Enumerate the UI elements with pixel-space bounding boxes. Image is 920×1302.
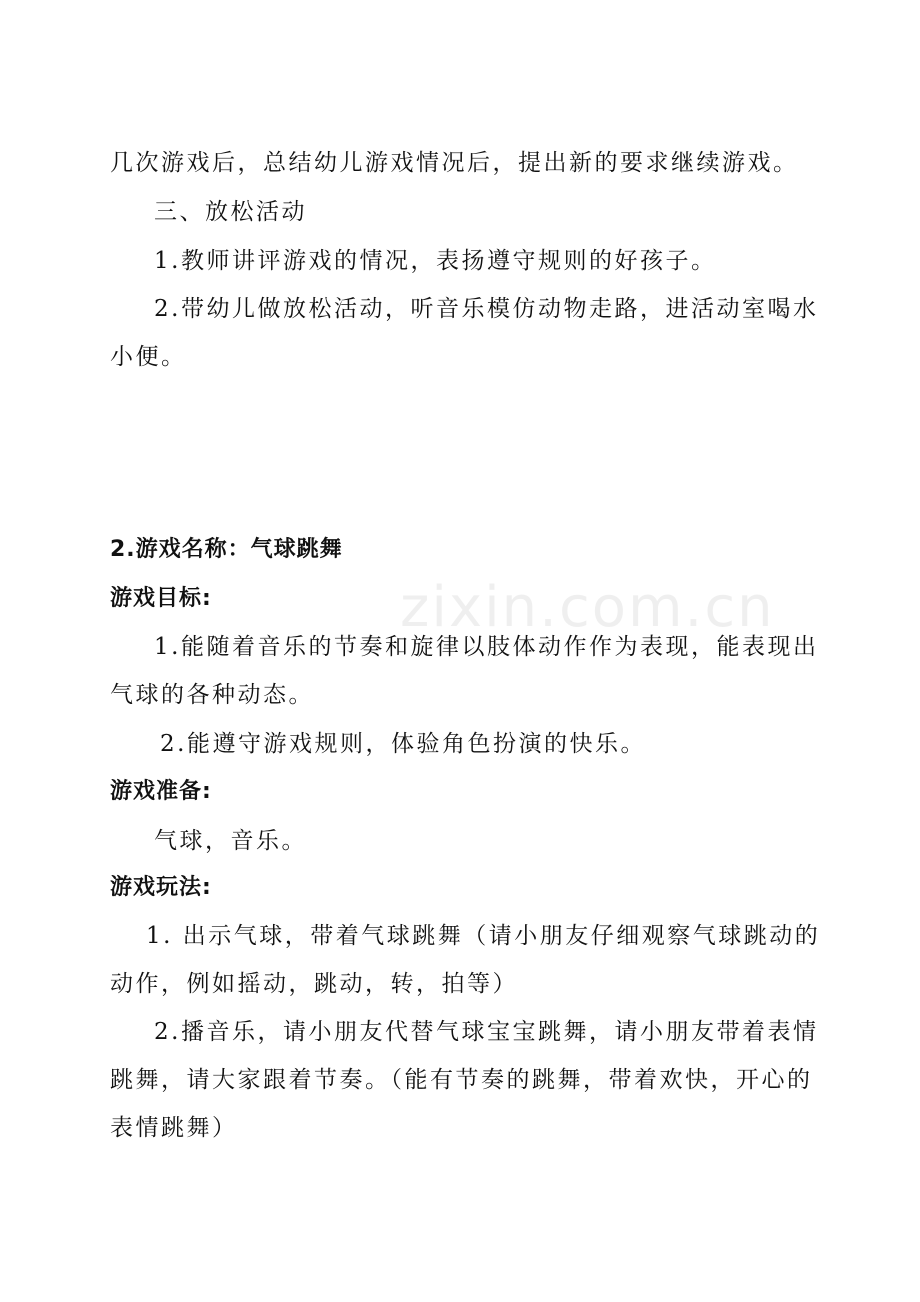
play-item-1-line-2: 动作，例如摇动，跳动，转，拍等） bbox=[110, 971, 518, 997]
paragraph-continuation: 几次游戏后，总结幼儿游戏情况后，提出新的要求继续游戏。 bbox=[110, 150, 799, 176]
goal-item-1-line-1: 1.能随着音乐的节奏和旋律以肢体动作作为表现，能表现出 bbox=[154, 634, 819, 660]
prep-text: 气球，音乐。 bbox=[154, 828, 307, 854]
watermark: zixin.com.cn bbox=[400, 575, 775, 640]
play-item-2-line-3: 表情跳舞） bbox=[110, 1115, 238, 1141]
goal-item-1-line-2: 气球的各种动态。 bbox=[110, 682, 314, 708]
play-item-2-line-2: 跳舞，请大家跟着节奏。（能有节奏的跳舞，带着欢快，开心的 bbox=[110, 1067, 813, 1093]
play-item-1-line-1: 1. 出示气球，带着气球跳舞（请小朋友仔细观察气球跳动的 bbox=[146, 923, 821, 949]
game-title: 2.游戏名称：气球跳舞 bbox=[110, 537, 343, 562]
relax-item-2-line-1: 2.带幼儿做放松活动，听音乐模仿动物走路，进活动室喝水 bbox=[154, 296, 819, 322]
play-label: 游戏玩法: bbox=[110, 875, 212, 900]
relax-item-1: 1.教师讲评游戏的情况，表扬遵守规则的好孩子。 bbox=[154, 248, 717, 274]
play-item-2-line-1: 2.播音乐，请小朋友代替气球宝宝跳舞，请小朋友带着表情 bbox=[154, 1019, 819, 1045]
section-heading-relax: 三、放松活动 bbox=[154, 199, 307, 225]
prep-label: 游戏准备: bbox=[110, 779, 212, 804]
relax-item-2-line-2: 小便。 bbox=[110, 344, 187, 370]
goal-item-2: 2.能遵守游戏规则，体验角色扮演的快乐。 bbox=[160, 731, 646, 757]
goal-label: 游戏目标: bbox=[110, 586, 212, 611]
